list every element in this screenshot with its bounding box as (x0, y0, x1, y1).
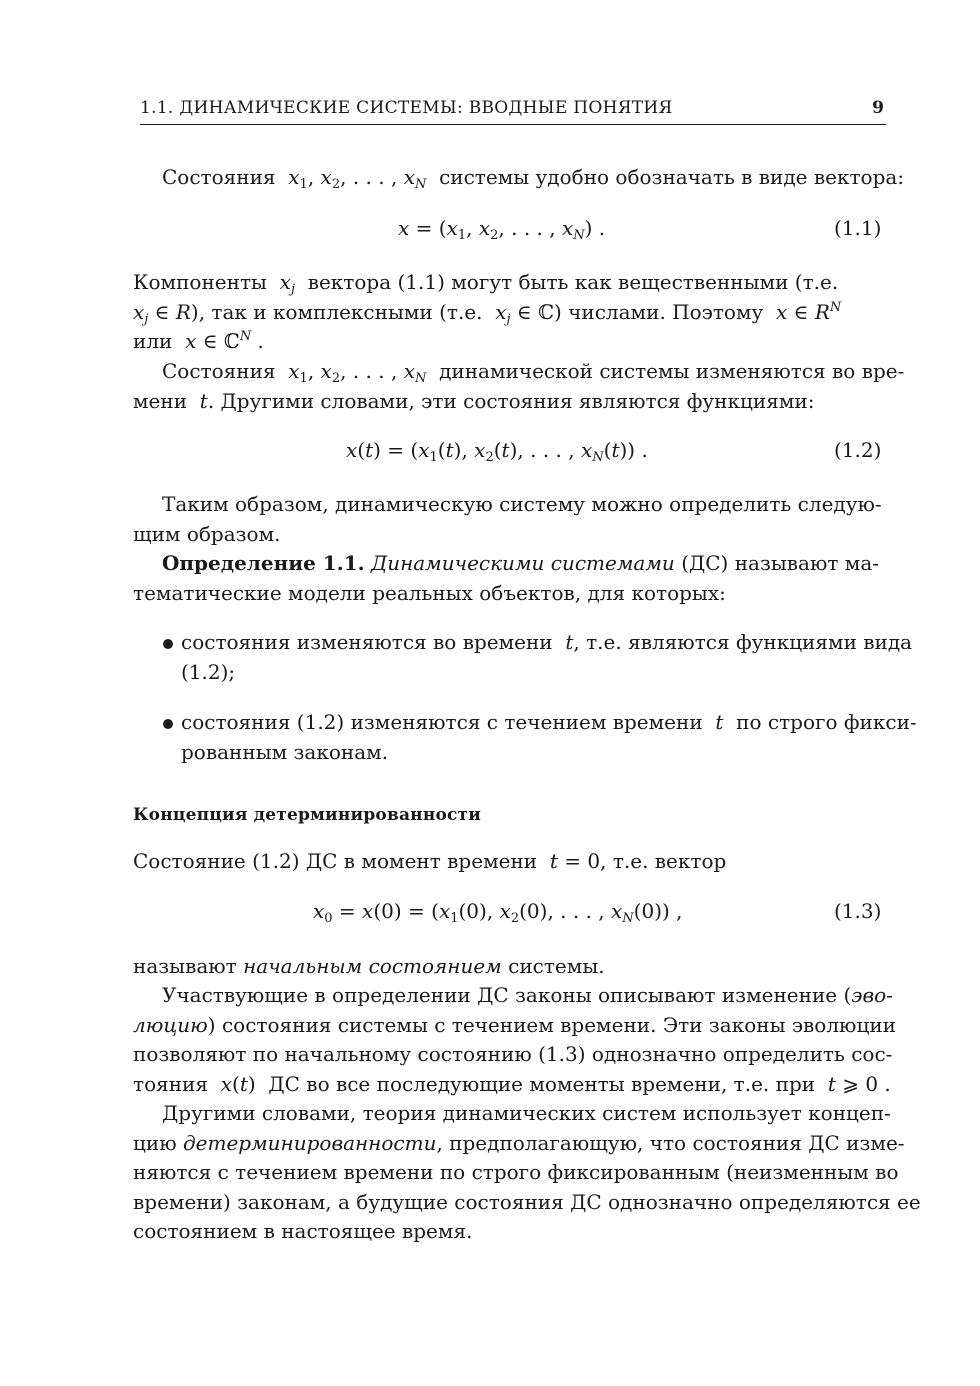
equation-number-1-2: (1.2) (834, 438, 882, 462)
bullet-marker (163, 639, 173, 649)
paragraph-time-functions: Состояния $x_1$, $x_2$, . . . , $x_N$ динамической системы изменяются во вре- мени t. Другими словами, эти состояния являются функциями: (133, 359, 905, 413)
equation-number-1-3: (1.3) (834, 899, 882, 923)
page-number: 9 (872, 98, 884, 118)
header-title: 1.1. ДИНАМИЧЕСКИЕ СИСТЕМЫ: ВВОДНЫЕ ПОНЯТИЯ (140, 98, 673, 118)
paragraph-states-vector: Состояния $x_1$, $x_2$, . . . , $x_N$ системы удобно обозначать в виде вектора: (162, 165, 905, 192)
list-item: состояния (1.2) изменяются с течением времени t по строго фикси- рованным законам. (181, 710, 917, 764)
equation-1-2: $x(t) = (x_1(t)$, $x_2(t)$, . . . , $x_N(t)$) . (346, 438, 648, 465)
paragraph-determinism: Другими словами, теория динамических систем использует концеп- цию детерминированности, предполагающую, что состояния ДС изме- няются с течением времени по строго фиксированным (неизменным во времени) законам, а будущие состояния ДС однозначно определяются ее состоянием в настоящее время. (133, 1101, 921, 1243)
list-item: состояния изменяются во времени t, т.е. являются функциями вида (1.2); (181, 630, 913, 684)
paragraph-components: Компоненты $x_j$ вектора (1.1) могут быть как вещественными (т.е. $x_j$ ∈ R), так и комплексными (т.е. $x_j$ ∈ ℂ) числами. Поэтому x ∈ $R^N$ или x ∈ ℂ$^N$ . (133, 270, 842, 353)
equation-number-1-1: (1.1) (834, 216, 882, 240)
equation-1-1: $x = (x_1$, $x_2$, . . . , $x_N$) . (398, 216, 606, 243)
equation-1-3: $x_0 = x(0) = (x_1(0)$, $x_2(0)$, . . . , $x_N(0)$) , (313, 899, 683, 926)
running-header (140, 98, 886, 125)
paragraph-initial-state-name: называют начальным состоянием системы. (133, 954, 605, 978)
section-heading: Концепция детерминированности (133, 805, 482, 825)
paragraph-initial-state: Состояние (1.2) ДС в момент времени t = 0, т.е. вектор (133, 849, 727, 873)
bullet-marker (163, 719, 173, 729)
paragraph-evolution: Участвующие в определении ДС законы описывают изменение (эво- люцию) состояния системы с течением времени. Эти законы эволюции позволяют по начальному состоянию (1.3) однозначно определить сос- тояния x(t) ДС во все последующие моменты времени, т.е. при t ⩾ 0 . (133, 983, 896, 1096)
definition-1-1: Определение 1.1. Динамическими системами (ДС) называют ма- тематические модели реальных объектов, для которых: (133, 551, 880, 605)
paragraph-definition-intro: Таким образом, динамическую систему можно определить следую- щим образом. (133, 492, 882, 546)
